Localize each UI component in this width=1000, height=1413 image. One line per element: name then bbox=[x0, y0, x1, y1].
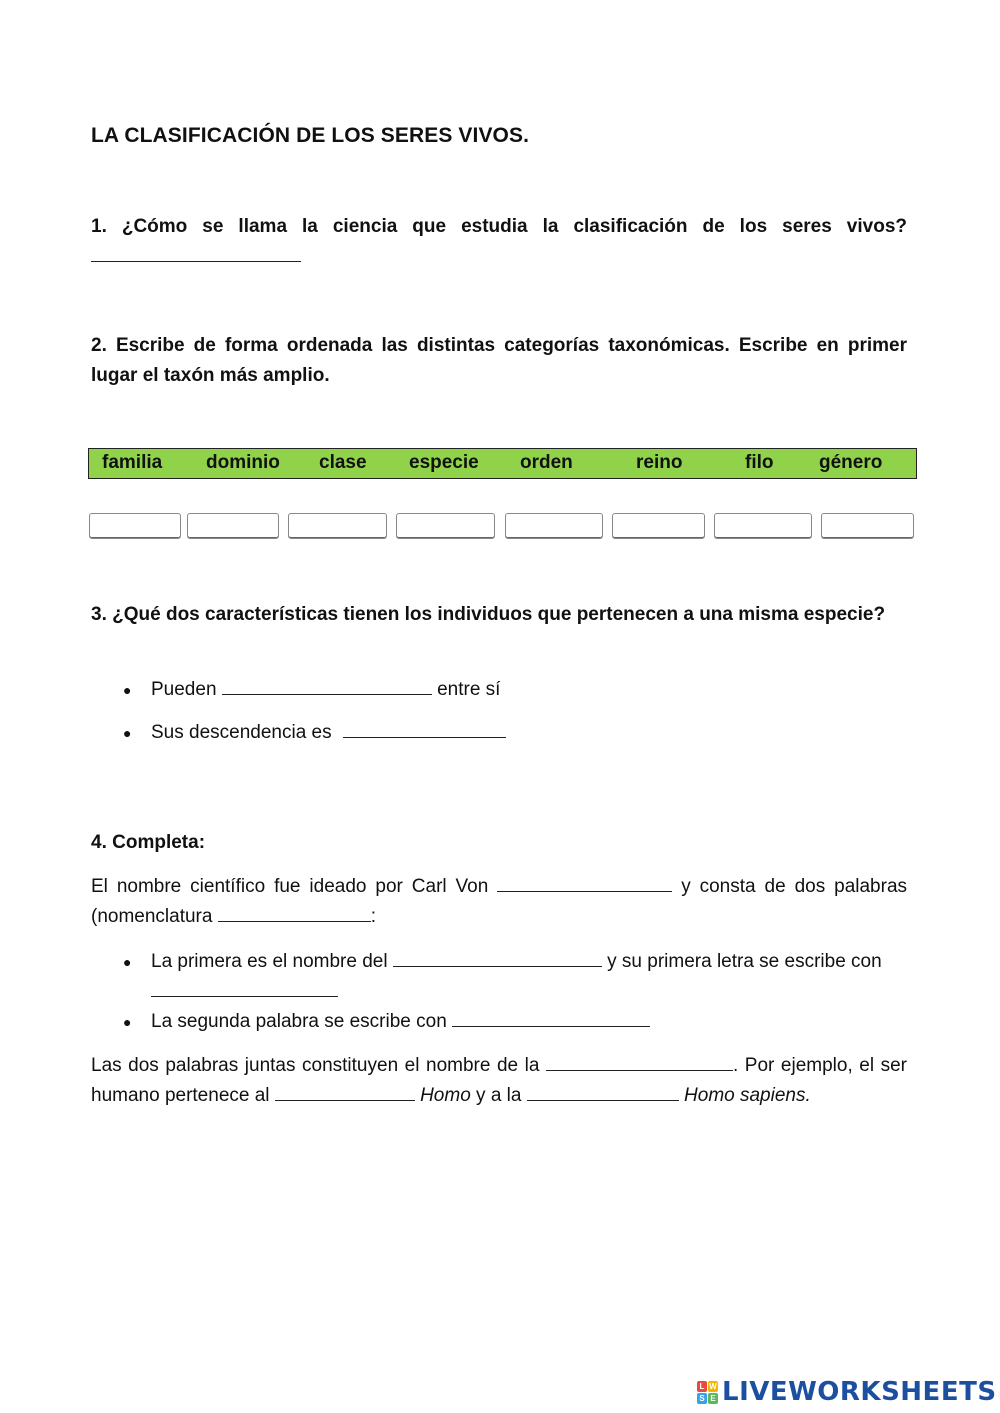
capital-letter-blank[interactable] bbox=[151, 977, 338, 997]
question-4-heading: 4. Completa: bbox=[91, 832, 206, 853]
species-example-blank[interactable] bbox=[527, 1081, 679, 1101]
word-bank-item: clase bbox=[319, 452, 367, 473]
question-1-answer-blank[interactable] bbox=[91, 242, 301, 262]
species-blank[interactable] bbox=[546, 1051, 733, 1071]
linneo-blank[interactable] bbox=[497, 872, 672, 892]
question-3-bullets bbox=[123, 675, 907, 748]
answer-box-4[interactable] bbox=[396, 513, 495, 539]
question-3: 3. ¿Qué dos características tienen los individuos que pertenecen a una misma especie? bbox=[91, 604, 886, 625]
offspring-blank[interactable] bbox=[343, 718, 506, 738]
word-bank-item: dominio bbox=[206, 452, 280, 473]
word-bank-item: género bbox=[819, 452, 883, 473]
answer-box-8[interactable] bbox=[821, 513, 914, 539]
answer-box-1[interactable] bbox=[89, 513, 181, 539]
lowercase-blank[interactable] bbox=[452, 1007, 650, 1027]
reproduce-blank[interactable] bbox=[222, 675, 432, 695]
word-bank-item: especie bbox=[409, 452, 479, 473]
question-1-text: 1. ¿Cómo se llama la ciencia que estudia la clasificación de los seres vivos? bbox=[91, 216, 907, 237]
word-bank-item: reino bbox=[636, 452, 683, 473]
word-bank-item: orden bbox=[520, 452, 573, 473]
question-2: 2. Escribe de forma ordenada las distintas categorías taxonómicas. Escribe en primer lugar el taxón más amplio. bbox=[91, 335, 907, 386]
page-title: LA CLASIFICACIÓN DE LOS SERES VIVOS. bbox=[91, 124, 530, 147]
word-bank bbox=[88, 448, 917, 479]
answer-box-7[interactable] bbox=[714, 513, 812, 539]
list-item: ● Sus descendencia es bbox=[123, 718, 907, 748]
answer-box-5[interactable] bbox=[505, 513, 603, 539]
list-item: ● La segunda palabra se escribe con bbox=[123, 1007, 907, 1037]
nomenclature-blank[interactable] bbox=[218, 902, 371, 922]
answer-box-3[interactable] bbox=[288, 513, 387, 539]
genus-blank[interactable] bbox=[393, 947, 602, 967]
genus-example-blank[interactable] bbox=[275, 1081, 415, 1101]
logo-text: LIVEWORKSHEETS bbox=[722, 1377, 997, 1407]
question-4-paragraph-1: El nombre científico fue ideado por Carl Von y consta de dos palabras (nomenclatura : bbox=[91, 872, 907, 932]
list-item: ● La primera es el nombre del y su primera letra se escribe con bbox=[123, 947, 907, 1007]
question-4-bullets bbox=[123, 947, 907, 1037]
answer-box-2[interactable] bbox=[187, 513, 279, 539]
liveworksheets-logo bbox=[697, 1377, 997, 1407]
question-1 bbox=[91, 212, 907, 272]
answer-box-6[interactable] bbox=[612, 513, 705, 539]
word-bank-item: filo bbox=[745, 452, 774, 473]
list-item: ● Pueden entre sí bbox=[123, 675, 907, 705]
word-bank-item: familia bbox=[102, 452, 163, 473]
logo-mark-icon: L W S E bbox=[697, 1381, 718, 1404]
question-4-paragraph-2: Las dos palabras juntas constituyen el nombre de la . Por ejemplo, el ser humano pertenece al Homo y a la Homo sapiens. bbox=[91, 1051, 907, 1111]
